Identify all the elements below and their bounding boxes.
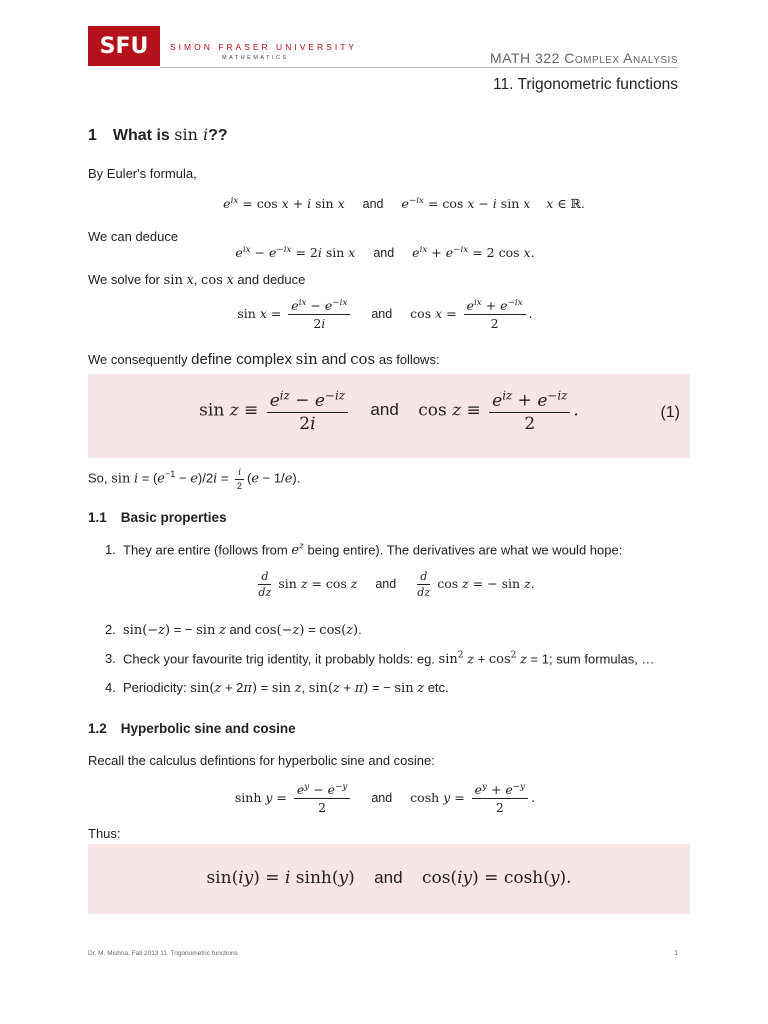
definition-box [88, 374, 690, 458]
deduce-intro: We can deduce [88, 229, 179, 244]
define-intro: We consequently define complex sin and cos as follows: [88, 350, 440, 368]
logo-abbr: SFU [88, 26, 160, 66]
section-heading-1-1: 1.1 Basic properties [88, 510, 227, 525]
course-label [490, 50, 678, 66]
derivatives-formula: $\frac{d}{dz}$ sin z = cos z and $\frac{d}{dz}$ cos z = − sin z. [258, 570, 535, 599]
page-number: 1 [674, 950, 678, 957]
thus-label: Thus: [88, 826, 121, 841]
hyperbolic-formula: sinh y = $\frac{e^y - e^{-y}}{2}$ and cosh y = $\frac{e^y + e^{-y}}{2}$ . [234, 782, 536, 816]
sin-i-value: So, $\sin i = (e^{-1} - e)/2i$ = $\frac{i}{2}$ (e − 1/e). [88, 468, 301, 491]
complex-sin-cos-definition: sin z ≡ $\frac{e^{iz} - e^{-iz}}{2i}$ and cos z ≡ $\frac{e^{iz} + e^{-iz}}{2}$ . [199, 388, 579, 434]
course-name: Complex Analysis [564, 50, 678, 66]
lecture-title: 11. Trigonometric functions [493, 76, 678, 93]
result-box [88, 844, 690, 914]
hyperbolic-intro: Recall the calculus defintions for hyperbolic sine and cosine: [88, 753, 435, 768]
euler-intro: By Euler's formula, [88, 166, 197, 181]
logo-department: MATHEMATICS [222, 55, 289, 61]
section-heading-1: 1 What is sin i?? [88, 125, 228, 144]
list-item: 1. They are entire (follows from $e^z$ being entire). The derivatives are what we would hope: [105, 542, 623, 559]
section-heading-1-2: 1.2 Hyperbolic sine and cosine [88, 721, 296, 736]
sin-cos-real-formula: sin x = $\frac{e^{ix} - e^{-ix}}{2i}$ and cos x = $\frac{e^{ix} + e^{-ix}}{2}$ . [237, 298, 533, 332]
header-rule [160, 67, 678, 68]
list-item: 4. Periodicity: sin(z + 2π) = sin z, sin(z + π) = − sin z etc. [105, 680, 449, 696]
solve-intro: We solve for sin x, cos x and deduce [88, 272, 306, 288]
footer-text: Dr. M. Mishna, Fall 2013 11. Trigonometric functions [88, 950, 238, 957]
euler-formula: $e^{ix} = \cos x + i$ sin x and $e^{-ix} = \cos x - i$ sin x x ∈ ℝ. [223, 196, 585, 212]
logo-university-name: SIMON FRASER UNIVERSITY [170, 42, 358, 52]
equation-number: (1) [660, 404, 680, 421]
list-item: 2. sin(−z) = − sin z and cos(−z) = cos(z). [105, 622, 362, 638]
sin-cos-imaginary-formula: sin(iy) = i sinh(y) and cos(iy) = cosh(y). [206, 868, 572, 888]
deduce-formula: $e^{ix} - e^{-ix} = 2i$ sin x and $e^{ix} + e^{-ix} = 2$ cos x. [235, 245, 535, 261]
course-code: MATH 322 [489, 50, 560, 66]
list-item: 3. Check your favourite trig identity, it probably holds: eg. $\sin^2 z + \cos^2 z = 1$; sum formulas, … [105, 651, 655, 668]
sfu-logo [88, 26, 357, 66]
